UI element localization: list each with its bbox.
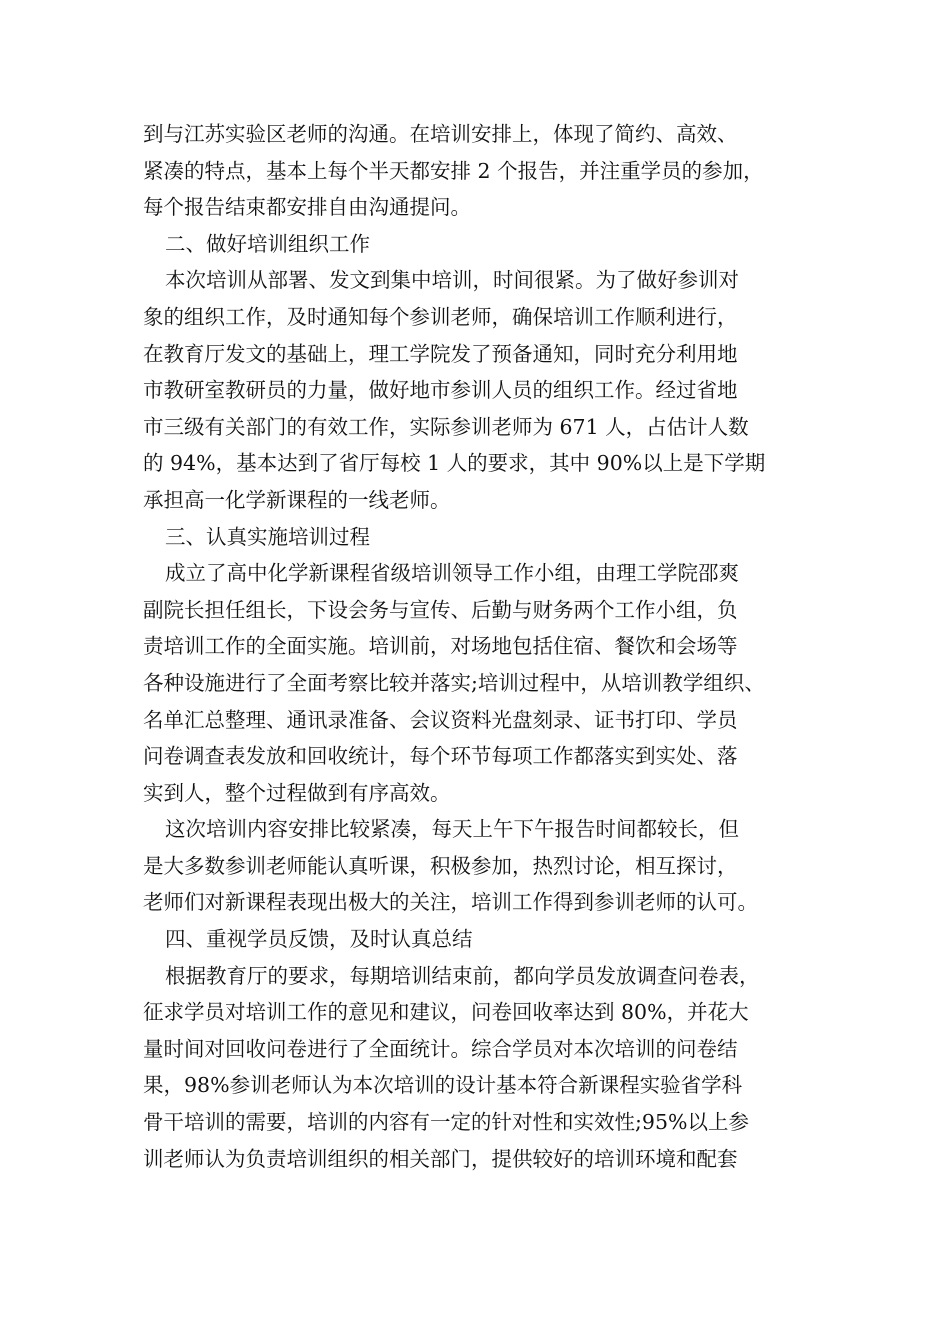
text-line: 训老师认为负责培训组织的相关部门，提供较好的培训环境和配套 [143, 1146, 738, 1171]
text-line: 问卷调查表发放和回收统计，每个环节每项工作都落实到实处、落 [143, 744, 738, 769]
text-line: 承担高一化学新课程的一线老师。 [143, 487, 451, 512]
text-line: 骨干培训的需要，培训的内容有一定的针对性和实效性;95%以上参 [143, 1110, 749, 1135]
section-heading-2: 二、做好培训组织工作 [165, 231, 370, 256]
text-line: 每个报告结束都安排自由沟通提问。 [143, 195, 471, 220]
paragraph-first-line: 根据教育厅的要求，每期培训结束前，都向学员发放调查问卷表， [165, 963, 760, 988]
text-line: 果，98%参训老师认为本次培训的设计基本符合新课程实验省学科 [143, 1073, 743, 1098]
text-line: 市三级有关部门的有效工作，实际参训老师为 671 人，占估计人数 [143, 414, 749, 439]
text-line: 市教研室教研员的力量，做好地市参训人员的组织工作。经过省地 [143, 378, 738, 403]
section-heading-4: 四、重视学员反馈，及时认真总结 [165, 927, 473, 952]
text-line: 紧凑的特点，基本上每个半天都安排 2 个报告，并注重学员的参加， [143, 158, 764, 183]
paragraph-first-line: 这次培训内容安排比较紧凑，每天上午下午报告时间都较长，但 [165, 817, 739, 842]
text-line: 是大多数参训老师能认真听课，积极参加，热烈讨论，相互探讨， [143, 853, 738, 878]
text-line: 名单汇总整理、通讯录准备、会议资料光盘刻录、证书打印、学员 [143, 707, 738, 732]
text-line: 的 94%，基本达到了省厅每校 1 人的要求，其中 90%以上是下学期 [143, 451, 766, 476]
document-body [143, 116, 813, 1177]
text-line: 在教育厅发文的基础上，理工学院发了预备通知，同时充分利用地 [143, 341, 738, 366]
text-line: 象的组织工作，及时通知每个参训老师，确保培训工作顺利进行， [143, 304, 738, 329]
paragraph-first-line: 本次培训从部署、发文到集中培训，时间很紧。为了做好参训对 [165, 268, 739, 293]
text-line: 老师们对新课程表现出极大的关注，培训工作得到参训老师的认可。 [143, 890, 758, 915]
text-line: 到与江苏实验区老师的沟通。在培训安排上，体现了简约、高效、 [143, 122, 738, 146]
section-heading-3: 三、认真实施培训过程 [165, 524, 370, 549]
text-line: 征求学员对培训工作的意见和建议，问卷回收率达到 80%，并花大 [143, 1000, 749, 1025]
text-line: 责培训工作的全面实施。培训前，对场地包括住宿、餐饮和会场等 [143, 634, 738, 659]
text-line: 实到人，整个过程做到有序高效。 [143, 780, 451, 805]
paragraph-first-line: 成立了高中化学新课程省级培训领导工作小组，由理工学院邵爽 [165, 561, 739, 586]
text-line: 量时间对回收问卷进行了全面统计。综合学员对本次培训的问卷结 [143, 1036, 738, 1061]
text-line: 副院长担任组长，下设会务与宣传、后勤与财务两个工作小组，负 [143, 597, 738, 622]
text-line: 各种设施进行了全面考察比较并落实;培训过程中，从培训教学组织、 [143, 670, 765, 695]
